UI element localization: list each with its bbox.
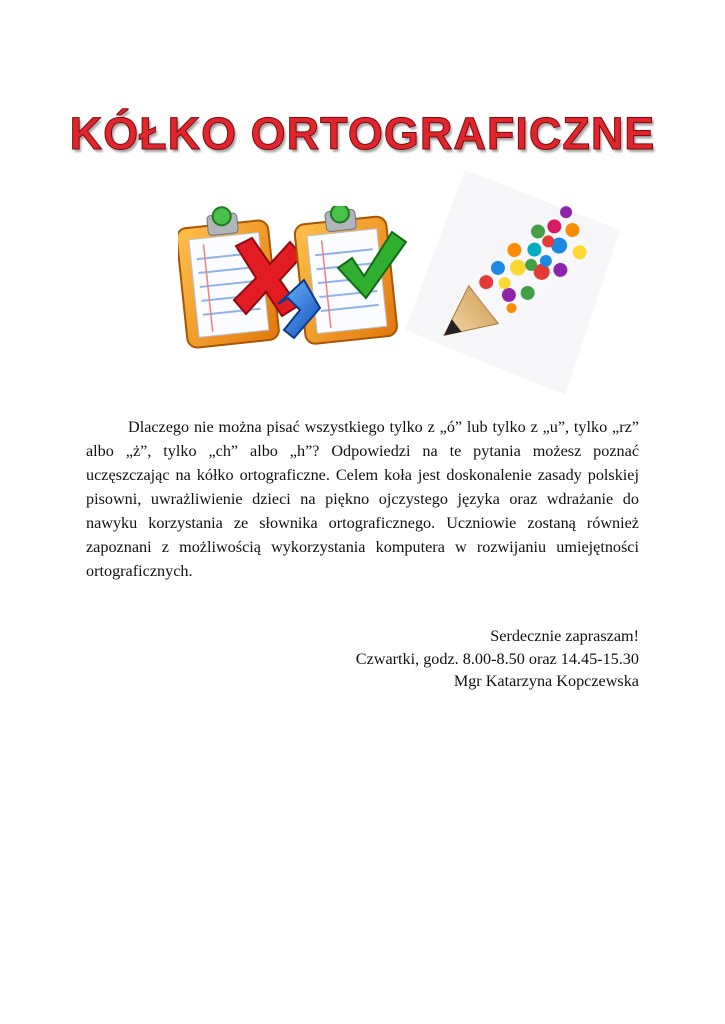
signature-line: Mgr Katarzyna Kopczewska	[453, 672, 639, 690]
clipboards-cross-arrow-check-icon	[178, 206, 408, 356]
body-paragraph: Dlaczego nie można pisać wszystkiego tylko z „ó” lub tylko z „u”, tylko „rz” albo „ż”, tylko „ch” albo „h”? Odpowiedzi na te pytania możesz poznać uczęszczając na kółko ortograficzne. Celem koła jest doskonalenie zasady polskiej pisowni, uwrażliwienie dzieci na piękno ojczystego języka oraz wdrażanie do nawyku korzystania ze słownika ortograficznego. Uczniowie zostaną również zapoznani z możliwością wykorzystania komputera w rozwijaniu umiejętności ortograficznych.	[86, 418, 639, 580]
page-title: KÓŁKO ORTOGRAFICZNE	[69, 108, 656, 159]
schedule-line: Czwartki, godz. 8.00-8.50 oraz 14.45-15.30	[355, 649, 639, 668]
pencil-with-letters-icon	[405, 160, 620, 395]
invitation-line: Serdecznie zapraszam!	[490, 627, 639, 645]
closing-block	[356, 625, 639, 693]
